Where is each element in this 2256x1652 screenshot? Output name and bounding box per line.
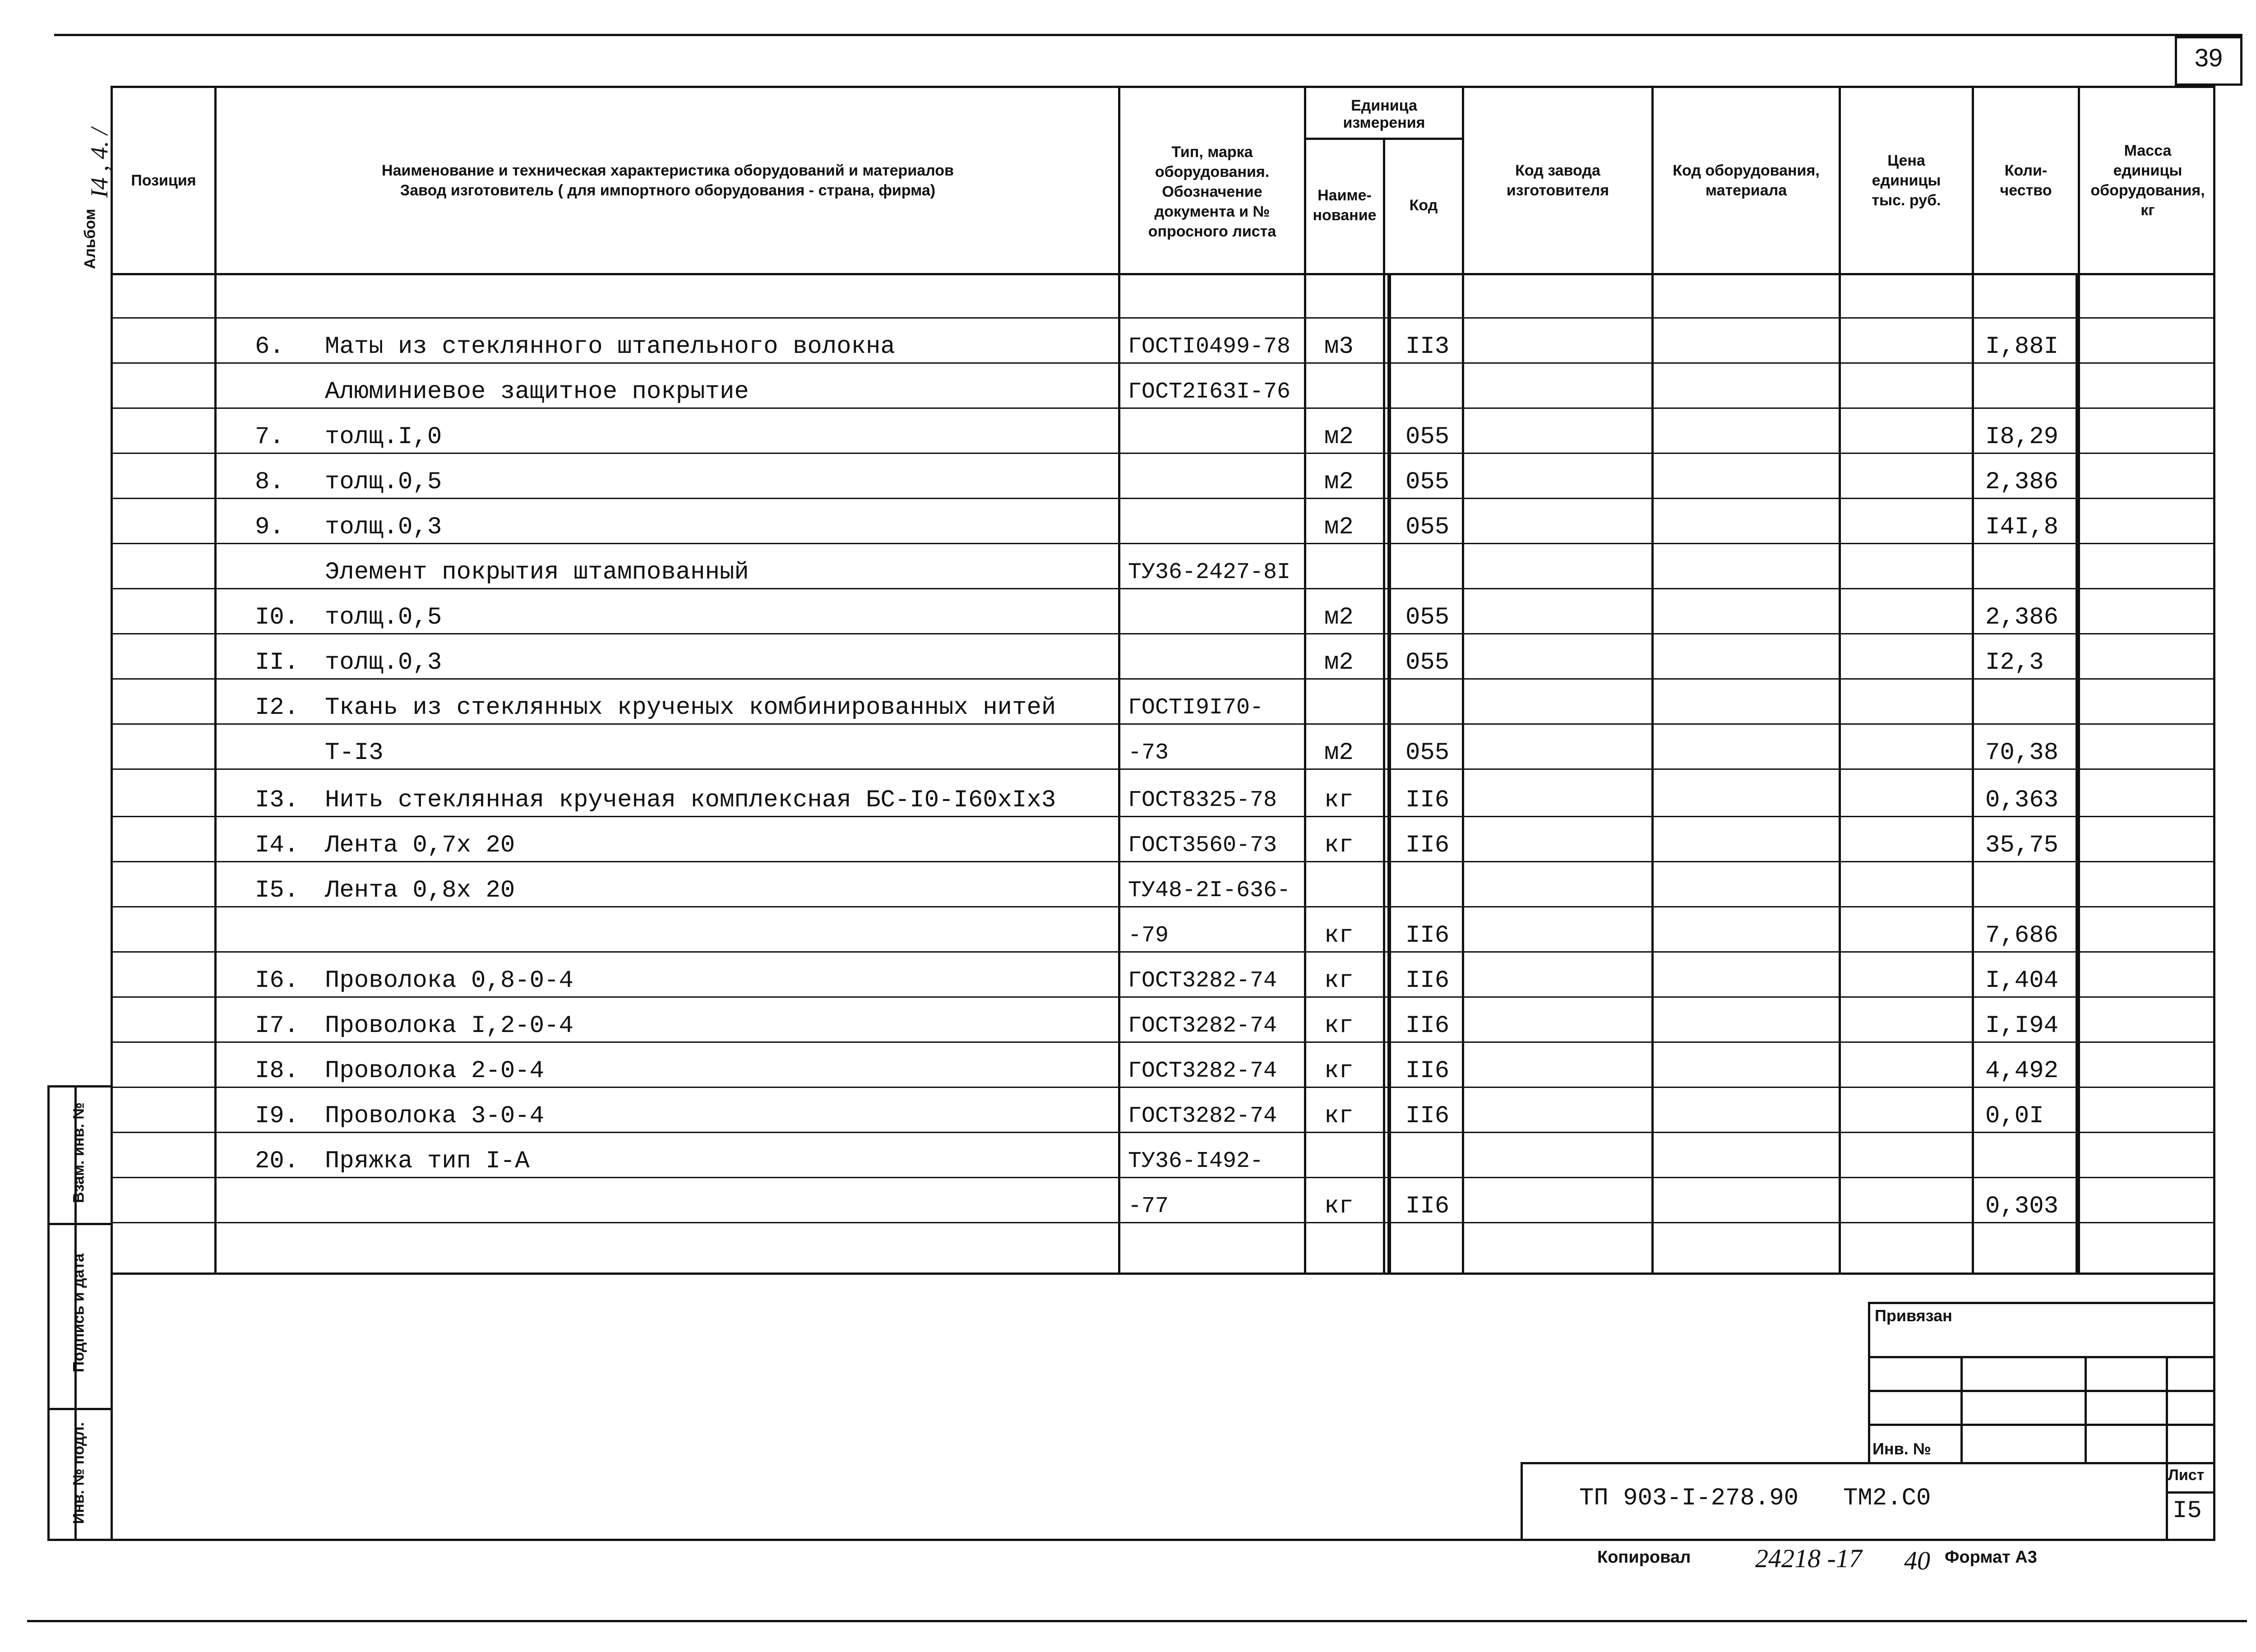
header-equip-line1: Код оборудования, bbox=[1673, 162, 1820, 179]
row-code: II6 bbox=[1405, 1102, 1450, 1130]
row-quantity: 7,686 bbox=[1985, 922, 2059, 949]
row-unit: кг bbox=[1324, 787, 1354, 814]
header-qty-line2: чество bbox=[2000, 182, 2052, 199]
row-quantity: I8,29 bbox=[1985, 423, 2059, 451]
row-divider bbox=[111, 317, 2215, 319]
row-number: I0. bbox=[255, 604, 299, 631]
header-unit-code-text: Код bbox=[1409, 197, 1438, 214]
row-name: Ткань из стеклянных крученых комбинированных нитей bbox=[325, 694, 1056, 722]
header-mass-line1: Масса bbox=[2124, 142, 2172, 159]
row-divider bbox=[111, 1177, 2215, 1178]
row-document: -73 bbox=[1128, 740, 1169, 766]
header-mass-line3: оборудования, bbox=[2090, 182, 2205, 199]
qty-col-bold-right bbox=[2076, 273, 2079, 1275]
sheet-label-sep bbox=[2166, 1491, 2215, 1494]
header-type bbox=[1120, 113, 1304, 271]
header-mass bbox=[2080, 90, 2215, 271]
header-position bbox=[113, 90, 214, 271]
row-number: 8. bbox=[255, 468, 284, 496]
row-document: ГОСТ3560-73 bbox=[1128, 833, 1277, 858]
row-divider bbox=[111, 723, 2215, 725]
stamp-inv-original: Инв. № подл. bbox=[70, 1422, 88, 1524]
header-price-line3: тыс. руб. bbox=[1872, 192, 1941, 209]
header-qty bbox=[1974, 90, 2078, 271]
header-type-line5: опросного листа bbox=[1148, 223, 1276, 240]
row-divider bbox=[111, 1222, 2215, 1223]
page-bottom-border bbox=[27, 1620, 2247, 1622]
header-price-line2: единицы bbox=[1872, 172, 1941, 189]
inv-label: Инв. № bbox=[1872, 1439, 1931, 1458]
col-line-unit-name bbox=[1383, 138, 1385, 1275]
row-quantity: 2,386 bbox=[1985, 604, 2059, 631]
row-divider bbox=[111, 1132, 2215, 1133]
row-number: I6. bbox=[255, 967, 299, 995]
row-code: 055 bbox=[1405, 468, 1450, 496]
code-col-bold-left bbox=[1387, 273, 1391, 1275]
row-document: ГОСТ3282-74 bbox=[1128, 1058, 1277, 1084]
header-unit-name bbox=[1306, 140, 1383, 271]
row-unit: кг bbox=[1324, 1193, 1354, 1220]
header-equip bbox=[1654, 90, 1839, 271]
row-code: 055 bbox=[1405, 649, 1450, 676]
row-number: II. bbox=[255, 649, 299, 676]
row-number: I2. bbox=[255, 694, 299, 722]
bound-sep2 bbox=[1868, 1390, 2215, 1392]
row-code: II6 bbox=[1405, 922, 1450, 949]
row-divider bbox=[111, 816, 2215, 817]
designation-text: ТП 903-I-278.90 bbox=[1579, 1485, 1799, 1512]
header-name-line2: Завод изготовитель ( для импортного оборудования - страна, фирма) bbox=[400, 182, 936, 199]
header-equip-line2: материала bbox=[1705, 182, 1787, 199]
header-price-line1: Цена bbox=[1887, 152, 1925, 169]
header-mass-line4: кг bbox=[2140, 202, 2155, 219]
format-label: Формат А3 bbox=[1945, 1548, 2037, 1567]
row-unit: м3 bbox=[1324, 333, 1354, 361]
row-number: 6. bbox=[255, 333, 284, 361]
side-stamp-sep1 bbox=[47, 1223, 113, 1225]
header-unit-name-line2: нование bbox=[1313, 207, 1377, 224]
row-number: I9. bbox=[255, 1102, 299, 1130]
row-unit: м2 bbox=[1324, 514, 1354, 541]
handwritten-sheet: 40 bbox=[1904, 1546, 1930, 1575]
row-unit: кг bbox=[1324, 1102, 1354, 1130]
row-divider bbox=[111, 543, 2215, 544]
row-document: ГОСТ3282-74 bbox=[1128, 968, 1277, 994]
header-position-text: Позиция bbox=[131, 172, 196, 189]
row-divider bbox=[111, 996, 2215, 998]
row-document: ГОСТI9I70- bbox=[1128, 695, 1264, 721]
row-quantity: 0,0I bbox=[1985, 1102, 2044, 1130]
row-number: 9. bbox=[255, 514, 284, 541]
row-quantity: 70,38 bbox=[1985, 739, 2059, 767]
header-type-line3: Обозначение bbox=[1162, 183, 1262, 200]
row-divider bbox=[111, 498, 2215, 499]
row-quantity: 4,492 bbox=[1985, 1057, 2059, 1085]
row-divider bbox=[111, 906, 2215, 907]
row-unit: кг bbox=[1324, 967, 1354, 995]
bound-vsep3 bbox=[2166, 1356, 2168, 1464]
row-name: толщ.0,3 bbox=[325, 514, 442, 541]
row-code: II6 bbox=[1405, 1057, 1450, 1085]
row-document: ГОСТ3282-74 bbox=[1128, 1103, 1277, 1129]
bound-label: Привязан bbox=[1875, 1306, 1952, 1325]
row-quantity: I,404 bbox=[1985, 967, 2059, 995]
row-unit: м2 bbox=[1324, 739, 1354, 767]
row-quantity: 0,363 bbox=[1985, 787, 2059, 814]
row-document: ГОСТ2I63I-76 bbox=[1128, 379, 1291, 405]
row-divider bbox=[111, 362, 2215, 364]
row-code: II6 bbox=[1405, 967, 1450, 995]
stamp-signature-date: Подпись и дата bbox=[70, 1253, 88, 1373]
row-divider bbox=[111, 1087, 2215, 1088]
row-quantity: 35,75 bbox=[1985, 832, 2059, 859]
album-handwritten: I4 , 4. / bbox=[86, 128, 113, 198]
stamp-replace-inv: Взам. инв. № bbox=[70, 1102, 88, 1203]
row-quantity: 0,303 bbox=[1985, 1193, 2059, 1220]
row-code: 055 bbox=[1405, 514, 1450, 541]
row-divider bbox=[111, 633, 2215, 634]
row-unit: м2 bbox=[1324, 604, 1354, 631]
header-price bbox=[1841, 90, 1972, 271]
row-name: Маты из стеклянного штапельного волокна bbox=[325, 333, 895, 361]
table-bottom-line bbox=[111, 1273, 2215, 1275]
row-code: II6 bbox=[1405, 1193, 1450, 1220]
row-divider bbox=[111, 453, 2215, 454]
row-quantity: I,I94 bbox=[1985, 1012, 2059, 1040]
sheet-number: I5 bbox=[2173, 1497, 2202, 1525]
row-divider bbox=[111, 407, 2215, 409]
row-document: ГОСТI0499-78 bbox=[1128, 334, 1291, 360]
row-name: Проволока I,2-0-4 bbox=[325, 1012, 573, 1040]
row-document: ТУ36-I492- bbox=[1128, 1148, 1264, 1174]
row-number: I7. bbox=[255, 1012, 299, 1040]
header-name bbox=[217, 90, 1119, 271]
row-divider bbox=[111, 1041, 2215, 1043]
row-name: Лента 0,7х 20 bbox=[325, 832, 515, 859]
header-name-line1: Наименование и техническая характеристика оборудований и материалов bbox=[382, 162, 954, 179]
row-name: толщ.0,3 bbox=[325, 649, 442, 676]
row-document: ТУ36-2427-8I bbox=[1128, 560, 1291, 585]
copied-label: Копировал bbox=[1597, 1548, 1691, 1567]
row-document: ТУ48-2I-636- bbox=[1128, 878, 1291, 903]
row-document: -77 bbox=[1128, 1194, 1169, 1219]
row-name: Лента 0,8х 20 bbox=[325, 877, 515, 904]
row-divider bbox=[111, 861, 2215, 862]
row-name: толщ.I,0 bbox=[325, 423, 442, 451]
row-code: II6 bbox=[1405, 1012, 1450, 1040]
row-divider bbox=[111, 588, 2215, 589]
row-name: толщ.0,5 bbox=[325, 468, 442, 496]
header-type-line4: документа и № bbox=[1154, 203, 1270, 220]
sheet-code-text: ТМ2.С0 bbox=[1843, 1485, 1931, 1512]
header-factory-line2: изготовителя bbox=[1506, 182, 1609, 199]
row-code: II6 bbox=[1405, 832, 1450, 859]
header-unit bbox=[1306, 90, 1462, 138]
row-document: -79 bbox=[1128, 923, 1169, 949]
bound-vsep1 bbox=[1960, 1356, 1963, 1464]
header-type-line1: Тип, марка bbox=[1171, 143, 1253, 161]
row-quantity: 2,386 bbox=[1985, 468, 2059, 496]
row-number: I8. bbox=[255, 1057, 299, 1085]
row-unit: кг bbox=[1324, 832, 1354, 859]
header-unit-name-line1: Наиме- bbox=[1318, 187, 1372, 204]
row-number: 7. bbox=[255, 423, 284, 451]
header-type-line2: оборудования. bbox=[1155, 163, 1270, 180]
bound-sep3 bbox=[1868, 1424, 2215, 1426]
row-name: толщ.0,5 bbox=[325, 604, 442, 631]
row-code: II3 bbox=[1405, 333, 1450, 361]
row-number: I4. bbox=[255, 832, 299, 859]
row-name: Проволока 2-0-4 bbox=[325, 1057, 545, 1085]
page-number: 39 bbox=[2194, 43, 2223, 72]
row-divider bbox=[111, 951, 2215, 953]
row-name: Алюминиевое защитное покрытие bbox=[325, 378, 749, 406]
header-factory-line1: Код завода bbox=[1515, 162, 1600, 179]
row-name: Пряжка тип I-А bbox=[325, 1148, 530, 1175]
row-divider bbox=[111, 768, 2215, 770]
header-unit-line1: Единица bbox=[1351, 97, 1417, 114]
row-document: ГОСТ8325-78 bbox=[1128, 787, 1277, 813]
row-quantity: I,88I bbox=[1985, 333, 2059, 361]
row-document: ГОСТ3282-74 bbox=[1128, 1013, 1277, 1039]
row-code: 055 bbox=[1405, 739, 1450, 767]
row-unit: м2 bbox=[1324, 649, 1354, 676]
header-bottom-line bbox=[111, 273, 2215, 275]
row-unit: кг bbox=[1324, 1012, 1354, 1040]
row-unit: кг bbox=[1324, 922, 1354, 949]
header-unit-code bbox=[1385, 140, 1462, 271]
sheet-label: Лист bbox=[2168, 1467, 2205, 1484]
row-name: Т-I3 bbox=[325, 739, 384, 767]
row-unit: м2 bbox=[1324, 468, 1354, 496]
header-qty-line1: Коли- bbox=[2004, 162, 2048, 179]
header-factory bbox=[1464, 90, 1651, 271]
row-name: Элемент покрытия штампованный bbox=[325, 559, 749, 586]
row-code: II6 bbox=[1405, 787, 1450, 814]
header-unit-line2: измерения bbox=[1343, 114, 1425, 131]
bound-sep1 bbox=[1868, 1356, 2215, 1358]
row-quantity: I2,3 bbox=[1985, 649, 2044, 676]
row-unit: кг bbox=[1324, 1057, 1354, 1085]
row-unit: м2 bbox=[1324, 423, 1354, 451]
bound-vsep2 bbox=[2085, 1356, 2087, 1464]
row-number: I5. bbox=[255, 877, 299, 904]
page-top-border bbox=[54, 34, 2242, 36]
row-divider bbox=[111, 678, 2215, 680]
row-code: 055 bbox=[1405, 423, 1450, 451]
row-number: 20. bbox=[255, 1148, 299, 1175]
row-name: Нить стеклянная крученая комплексная БС-I0-I60хIх3 bbox=[325, 787, 1056, 814]
album-label: Альбом bbox=[81, 208, 99, 269]
row-code: 055 bbox=[1405, 604, 1450, 631]
row-name: Проволока 3-0-4 bbox=[325, 1102, 545, 1130]
header-mass-line2: единицы bbox=[2113, 162, 2182, 179]
row-number: I3. bbox=[255, 787, 299, 814]
row-quantity: I4I,8 bbox=[1985, 514, 2059, 541]
handwritten-number: 24218 -17 bbox=[1755, 1544, 1862, 1573]
row-name: Проволока 0,8-0-4 bbox=[325, 967, 573, 995]
